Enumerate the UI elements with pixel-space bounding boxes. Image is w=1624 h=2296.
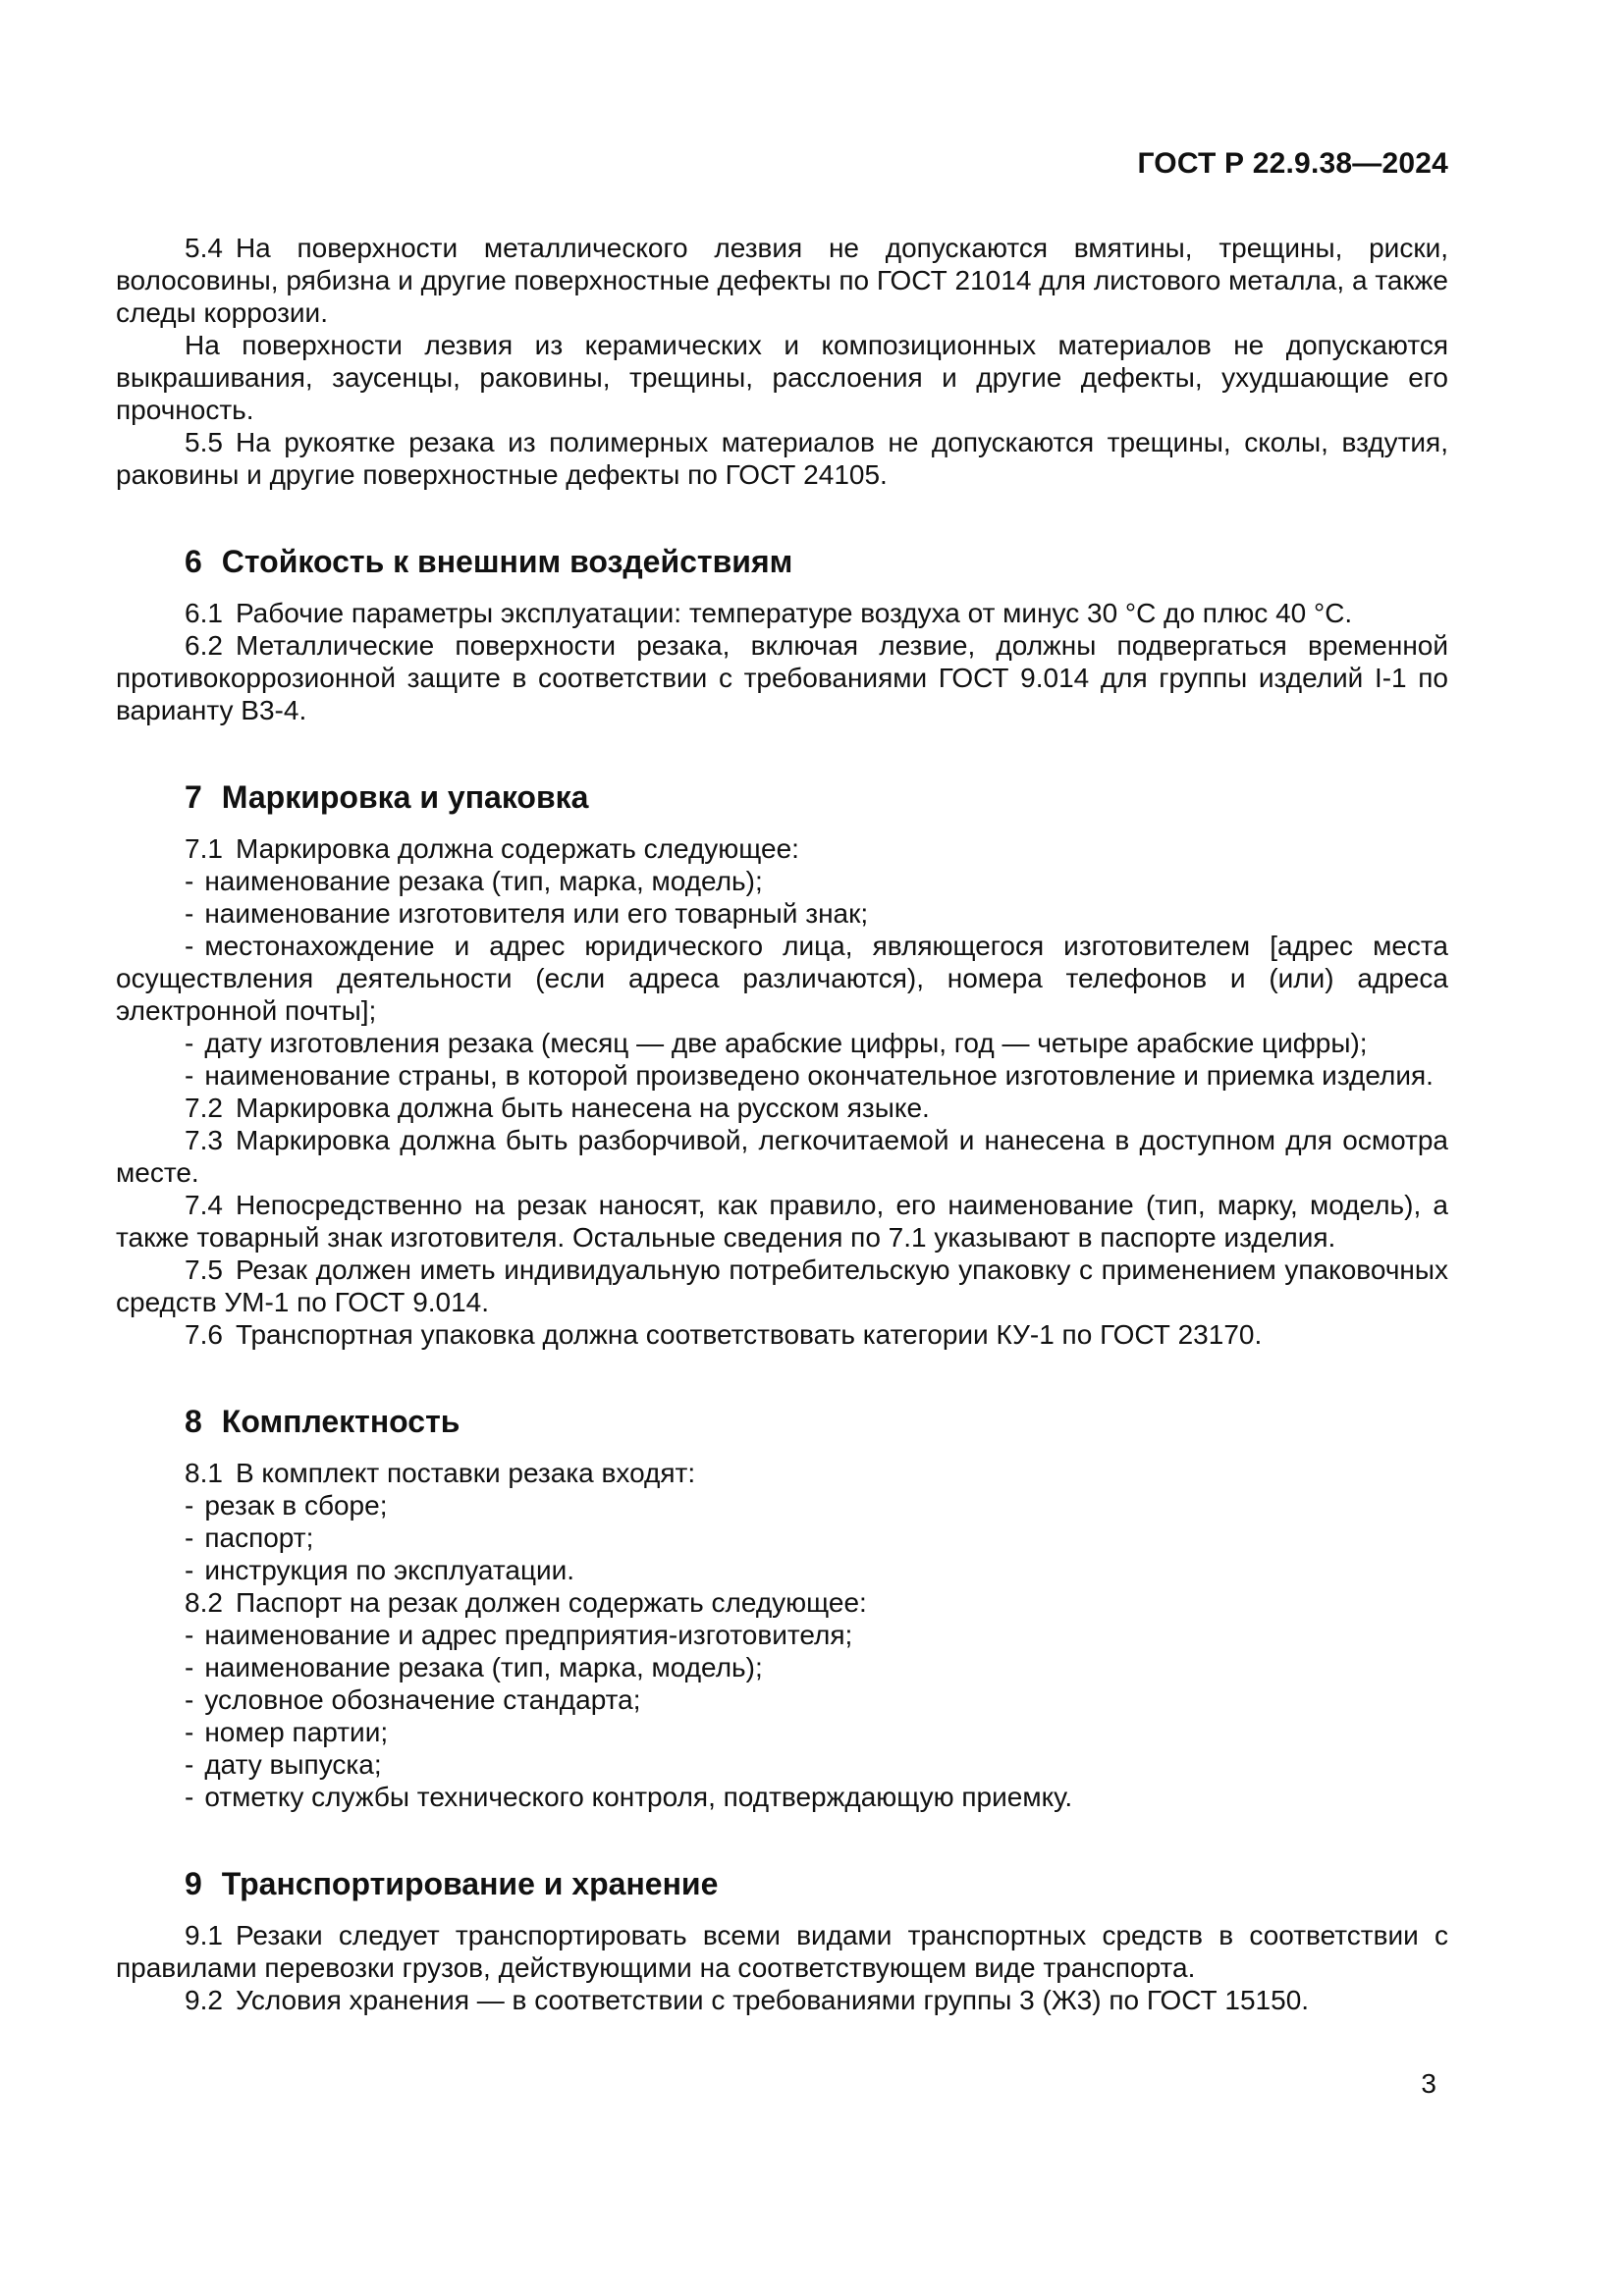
paragraph-text: Транспортная упаковка должна соответствовать категории КУ-1 по ГОСТ 23170. — [235, 1319, 1263, 1350]
section-heading — [185, 1400, 1448, 1443]
list-item — [116, 1748, 1448, 1781]
list-item — [116, 1522, 1448, 1554]
list-dash: - — [185, 1522, 194, 1553]
paragraph-text: Непосредственно на резак наносят, как правило, его наименование (тип, марку, модель), а также товарный знак изготовителя. Остальные сведения по 7.1 указывают в паспорте изделия. — [116, 1190, 1448, 1253]
list-dash: - — [185, 1652, 194, 1682]
section-number: 8 — [185, 1404, 202, 1439]
list-dash: - — [185, 1782, 194, 1812]
paragraph — [116, 232, 1448, 329]
paragraph-text: наименование страны, в которой произведено окончательное изготовление и приемка изделия. — [204, 1060, 1434, 1091]
list-dash: - — [185, 1060, 194, 1091]
paragraph — [116, 1318, 1448, 1351]
paragraph-text: инструкция по эксплуатации. — [204, 1555, 575, 1585]
list-dash: - — [185, 1684, 194, 1715]
clause-number: 7.5 — [185, 1255, 223, 1285]
clause-number: 6.2 — [185, 630, 223, 661]
paragraph — [116, 1457, 1448, 1489]
clause-number: 7.3 — [185, 1125, 223, 1155]
paragraph-text: условное обозначение стандарта; — [204, 1684, 641, 1715]
paragraph-text: резак в сборе; — [204, 1490, 388, 1521]
paragraph-text: Маркировка должна быть разборчивой, легкочитаемой и нанесена в доступном для осмотра месте. — [116, 1125, 1448, 1188]
paragraph — [116, 832, 1448, 865]
paragraph-text: Маркировка должна содержать следующее: — [235, 833, 799, 864]
section-title: Маркировка и упаковка — [221, 779, 589, 815]
paragraph-text: дату изготовления резака (месяц — две арабские цифры, год — четыре арабские цифры); — [204, 1028, 1368, 1058]
list-dash: - — [185, 1717, 194, 1747]
section-number: 9 — [185, 1866, 202, 1901]
running-header: ГОСТ Р 22.9.38—2024 — [1137, 147, 1448, 180]
paragraph — [116, 1919, 1448, 1984]
clause-number: 5.5 — [185, 427, 223, 457]
list-item — [116, 1554, 1448, 1586]
paragraph-text: Условия хранения — в соответствии с требованиями группы 3 (Ж3) по ГОСТ 15150. — [235, 1985, 1310, 2015]
paragraph-text: На поверхности металлического лезвия не допускаются вмятины, трещины, риски, волосовины, рябизна и другие поверхностные дефекты по ГОСТ 21014 для листового металла, а также следы коррозии. — [116, 233, 1448, 328]
list-dash: - — [185, 1555, 194, 1585]
section-title: Транспортирование и хранение — [221, 1866, 719, 1901]
paragraph — [116, 329, 1448, 426]
clause-number: 8.1 — [185, 1458, 223, 1488]
list-item — [116, 1683, 1448, 1716]
list-item — [116, 1619, 1448, 1651]
list-dash: - — [185, 931, 194, 961]
clause-number: 8.2 — [185, 1587, 223, 1618]
list-item — [116, 897, 1448, 930]
clause-number: 7.4 — [185, 1190, 223, 1220]
paragraph — [116, 1254, 1448, 1318]
paragraph-text: В комплект поставки резака входят: — [235, 1458, 696, 1488]
list-dash: - — [185, 1749, 194, 1780]
section-number: 7 — [185, 779, 202, 815]
list-item — [116, 1716, 1448, 1748]
paragraph-text: На рукоятке резака из полимерных материалов не допускаются трещины, сколы, вздутия, раковины и другие поверхностные дефекты по ГОСТ 24105. — [116, 427, 1448, 490]
paragraph — [116, 629, 1448, 726]
section-title: Стойкость к внешним воздействиям — [221, 544, 793, 579]
list-item — [116, 1059, 1448, 1092]
list-item — [116, 1651, 1448, 1683]
section-title: Комплектность — [221, 1404, 460, 1439]
paragraph-text: На поверхности лезвия из керамических и композиционных материалов не допускаются выкрашивания, заусенцы, раковины, трещины, расслоения и другие дефекты, ухудшающие его прочность. — [116, 330, 1448, 425]
clause-number: 6.1 — [185, 598, 223, 628]
paragraph — [116, 1189, 1448, 1254]
paragraph-text: наименование изготовителя или его товарный знак; — [204, 898, 869, 929]
list-dash: - — [185, 1620, 194, 1650]
paragraph-text: номер партии; — [204, 1717, 389, 1747]
paragraph-text: Маркировка должна быть нанесена на русском языке. — [235, 1093, 930, 1123]
paragraph — [116, 1586, 1448, 1619]
paragraph-text: паспорт; — [204, 1522, 314, 1553]
paragraph — [116, 1984, 1448, 2016]
list-item — [116, 865, 1448, 897]
list-dash: - — [185, 866, 194, 896]
paragraph-text: Резак должен иметь индивидуальную потребительскую упаковку с применением упаковочных средств УМ-1 по ГОСТ 9.014. — [116, 1255, 1448, 1317]
list-item — [116, 930, 1448, 1027]
list-dash: - — [185, 898, 194, 929]
section-number: 6 — [185, 544, 202, 579]
paragraph-text: наименование и адрес предприятия-изготовителя; — [204, 1620, 853, 1650]
section-heading — [185, 540, 1448, 583]
paragraph — [116, 1092, 1448, 1124]
paragraph — [116, 1124, 1448, 1189]
paragraph-text: наименование резака (тип, марка, модель); — [204, 1652, 763, 1682]
section-heading — [185, 1862, 1448, 1905]
paragraph-text: местонахождение и адрес юридического лица, являющегося изготовителем [адрес места осуществления деятельности (если адреса различаются), номера телефонов и (или) адреса электронной почты]; — [116, 931, 1448, 1026]
clause-number: 7.6 — [185, 1319, 223, 1350]
section-heading — [185, 775, 1448, 819]
clause-number: 9.2 — [185, 1985, 223, 2015]
paragraph-text: Рабочие параметры эксплуатации: температуре воздуха от минус 30 °С до плюс 40 °С. — [235, 598, 1353, 628]
paragraph-text: Резаки следует транспортировать всеми видами транспортных средств в соответствии с правилами перевозки грузов, действующими на соответствующем виде транспорта. — [116, 1920, 1448, 1983]
paragraph-text: Паспорт на резак должен содержать следующее: — [235, 1587, 867, 1618]
paragraph-text: Металлические поверхности резака, включая лезвие, должны подвергаться временной противокоррозионной защите в соответствии с требованиями ГОСТ 9.014 для группы изделий I-1 по варианту В3-4. — [116, 630, 1448, 725]
document-body — [116, 232, 1448, 2016]
page-number: 3 — [1421, 2068, 1436, 2099]
clause-number: 7.2 — [185, 1093, 223, 1123]
clause-number: 7.1 — [185, 833, 223, 864]
paragraph — [116, 597, 1448, 629]
list-dash: - — [185, 1490, 194, 1521]
paragraph — [116, 426, 1448, 491]
list-dash: - — [185, 1028, 194, 1058]
paragraph-text: наименование резака (тип, марка, модель); — [204, 866, 763, 896]
clause-number: 5.4 — [185, 233, 223, 263]
list-item — [116, 1489, 1448, 1522]
paragraph-text: отметку службы технического контроля, подтверждающую приемку. — [204, 1782, 1073, 1812]
paragraph-text: дату выпуска; — [204, 1749, 382, 1780]
clause-number: 9.1 — [185, 1920, 223, 1950]
list-item — [116, 1781, 1448, 1813]
list-item — [116, 1027, 1448, 1059]
